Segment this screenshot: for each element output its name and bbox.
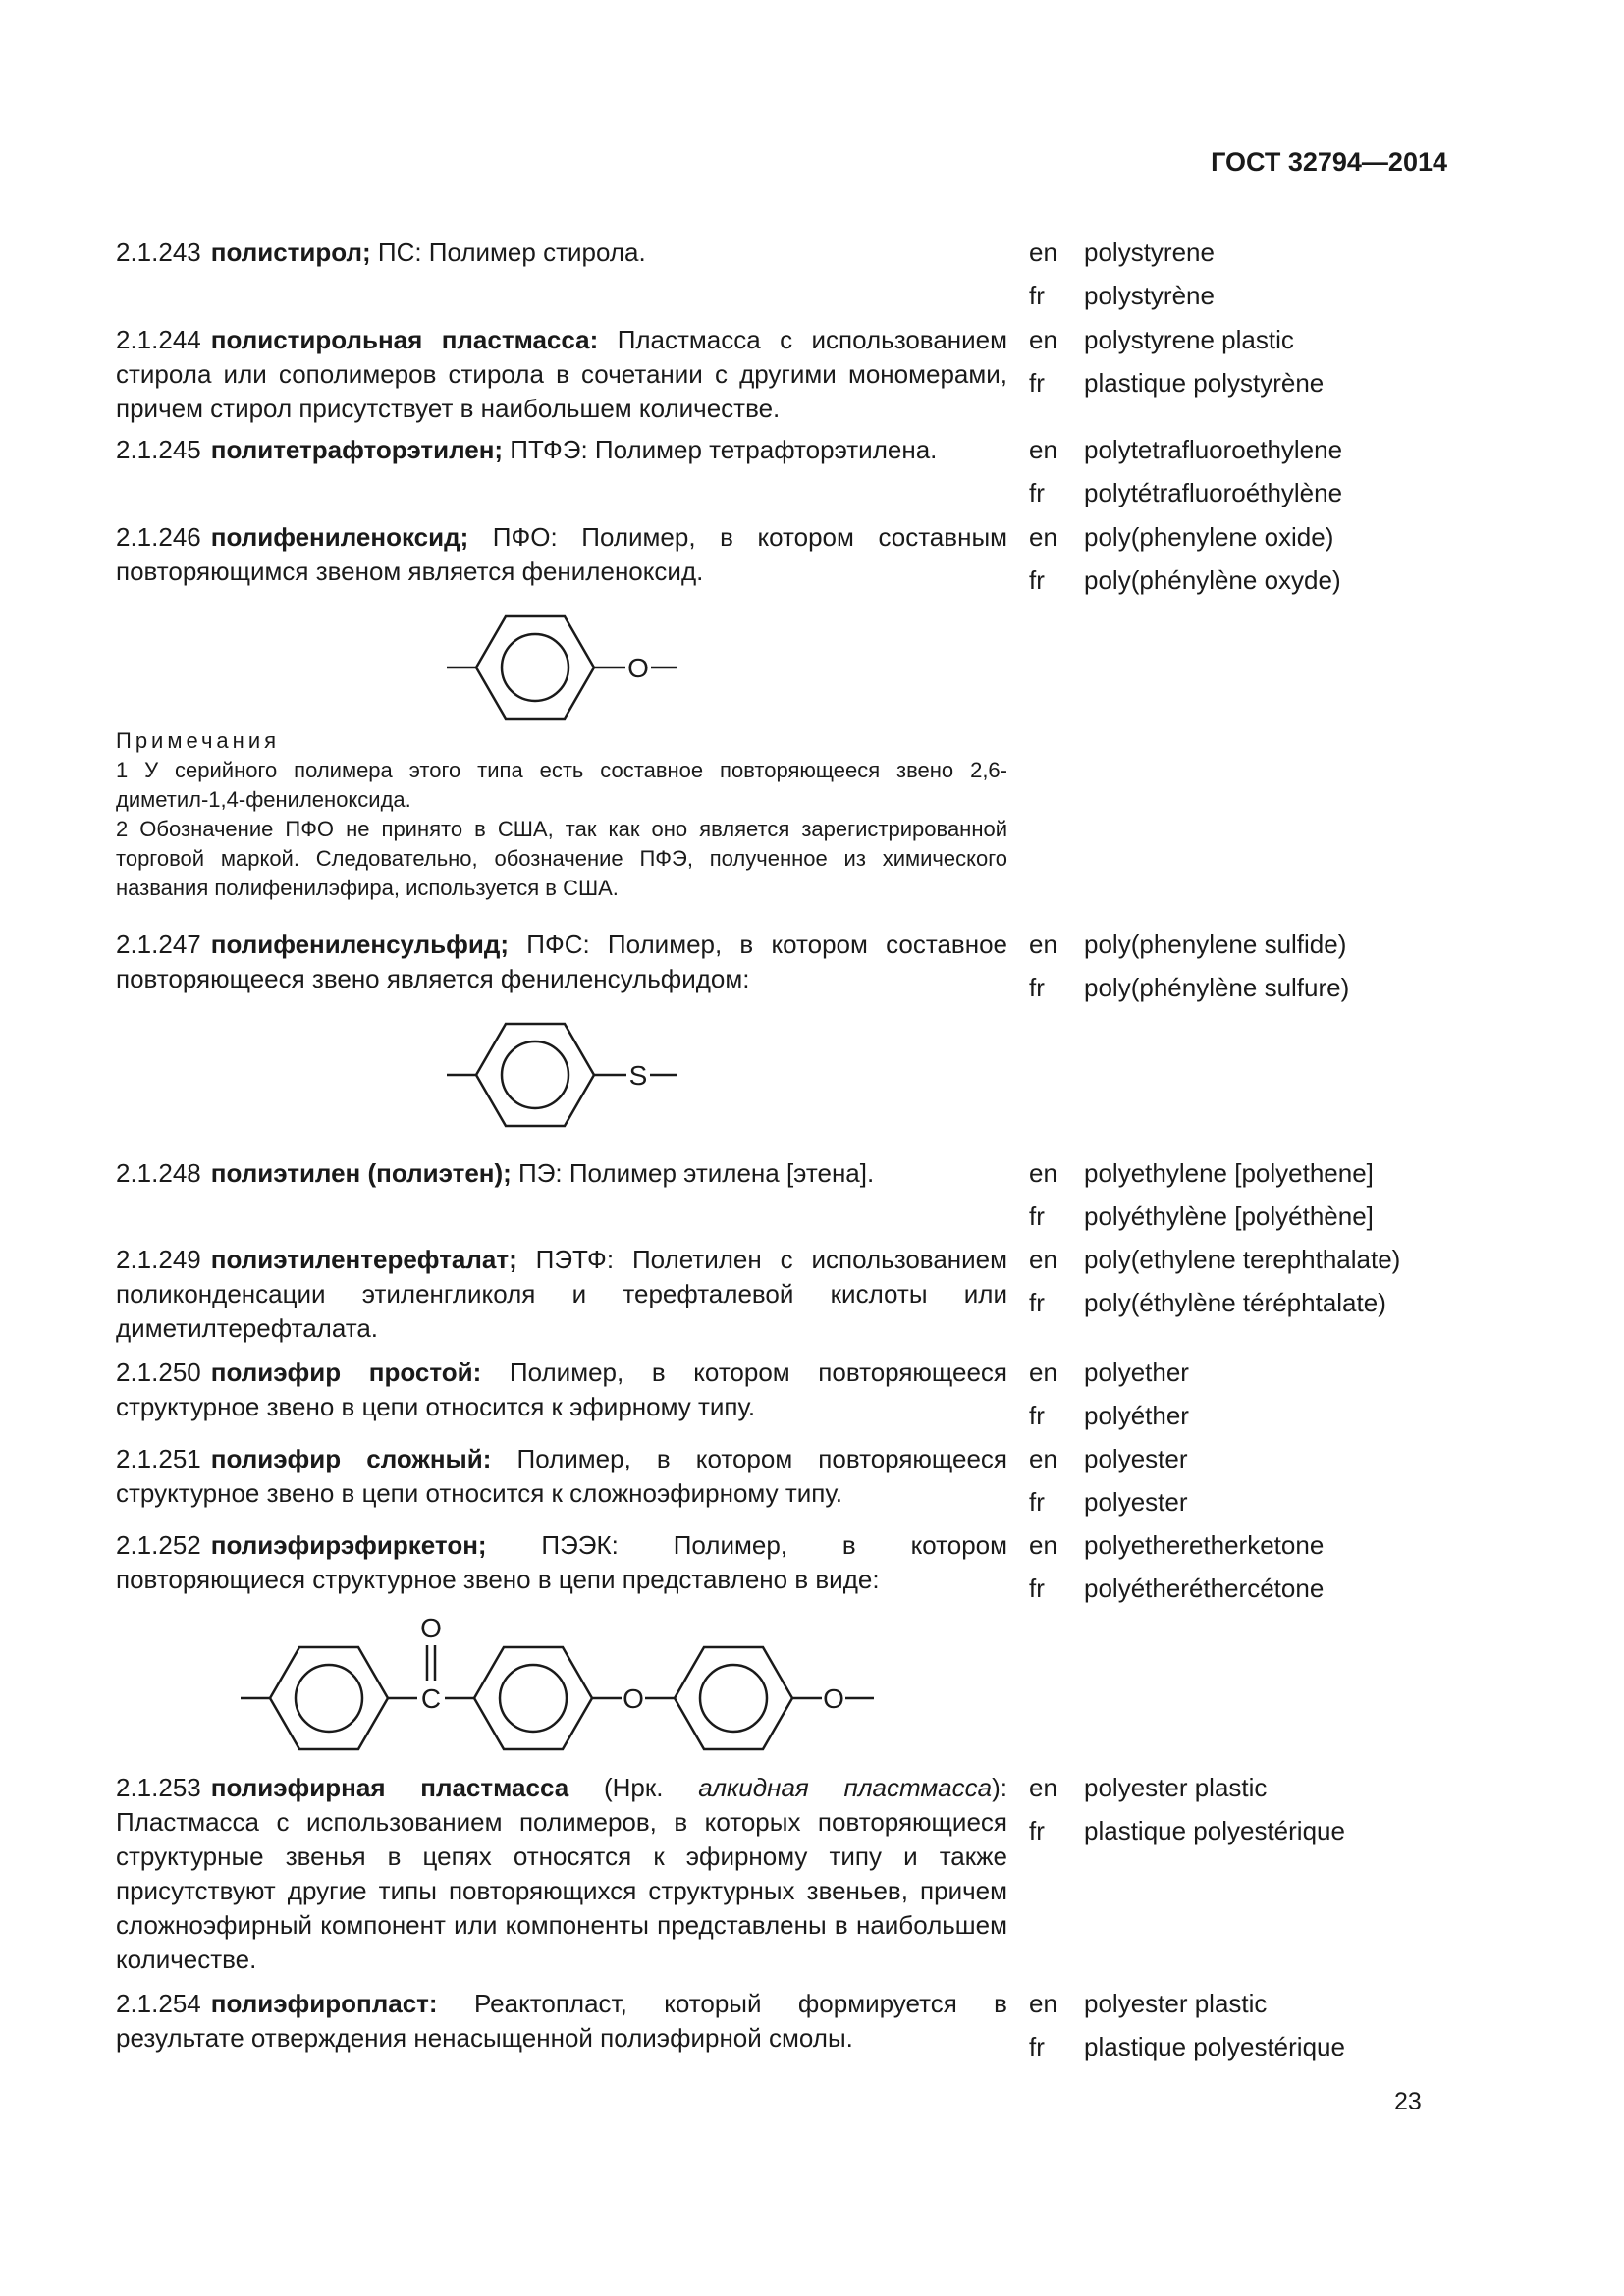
lang-fr: fr (1029, 1288, 1045, 1317)
translation-en: polyethylene [polyethene] (1084, 1158, 1374, 1188)
term-name: политетрафторэтилен; (210, 435, 504, 464)
term-name: полиэфир простой: (210, 1358, 482, 1387)
term-definition: 2.1.252 полиэфирэфиркетон; ПЭЭК: Полимер, в котором повторяющиеся структурное звено в цепи представлено в виде: (116, 1530, 1007, 1594)
ketone-oxygen-atom: O (420, 1613, 442, 1643)
lang-en: en (1029, 1158, 1057, 1188)
term-translations (1029, 1442, 1481, 1528)
translation-fr: plastique polystyrène (1084, 368, 1325, 398)
translation-en: polystyrene (1084, 238, 1215, 267)
translation-en: poly(ethylene terephthalate) (1084, 1245, 1401, 1274)
lang-en: en (1029, 325, 1057, 354)
term-definition: 2.1.250 полиэфир простой: Полимер, в котором повторяющееся структурное звено в цепи относится к эфирному типу. (116, 1358, 1008, 1421)
notes-block (116, 726, 1007, 903)
translation-fr: poly(phénylène oxyde) (1084, 565, 1341, 595)
translation-en: polytetrafluoroethylene (1084, 435, 1343, 464)
note-item-1: 1 У серийного полимера этого типа есть составное повторяющееся звено 2,6-диметил-1,4-фениленоксида. (116, 758, 1007, 812)
translation-en: polyester plastic (1084, 1773, 1268, 1802)
page-number: 23 (1394, 2088, 1422, 2115)
lang-fr: fr (1029, 565, 1045, 595)
ether-oxygen-atom-1: O (623, 1683, 644, 1714)
pps-formula-svg (432, 1011, 687, 1139)
translation-fr: polystyrène (1084, 281, 1215, 310)
translation-en: polyester plastic (1084, 1989, 1268, 2018)
peek-formula-svg (231, 1610, 898, 1757)
deprecated-term: алкидная пластмасса (698, 1773, 993, 1802)
lang-en: en (1029, 930, 1057, 959)
term-name: полиэтилен (полиэтен); (210, 1158, 512, 1188)
term-translations (1029, 1987, 1481, 2073)
lang-fr: fr (1029, 478, 1045, 507)
lang-fr: fr (1029, 368, 1045, 398)
translation-fr: polyéthylène [polyéthène] (1084, 1201, 1374, 1231)
term-translations (1029, 1356, 1481, 1442)
term-name: полиэфир сложный: (210, 1444, 492, 1473)
translation-en: polyester (1084, 1444, 1188, 1473)
pps-structural-formula (432, 1011, 687, 1139)
lang-fr: fr (1029, 1816, 1045, 1845)
translation-en: polyether (1084, 1358, 1189, 1387)
term-translations (1029, 1771, 1481, 1857)
lang-en: en (1029, 238, 1057, 267)
ketone-carbon-atom: C (420, 1683, 442, 1714)
term-name: полифениленсульфид; (210, 930, 510, 959)
ether-oxygen-atom-2: O (823, 1683, 844, 1714)
lang-en: en (1029, 1358, 1057, 1387)
note-item-2: 2 Обозначение ПФО не принято в США, так как оно является зарегистрированной торговой маркой. Следовательно, обозначение ПФЭ, полученное из химического названия полифенилэфира, используется в США. (116, 817, 1007, 900)
lang-en: en (1029, 522, 1057, 552)
lang-fr: fr (1029, 2032, 1045, 2061)
translation-fr: poly(éthylène téréphtalate) (1084, 1288, 1386, 1317)
term-definition: 2.1.245 политетрафторэтилен; ПТФЭ: Полимер тетрафторэтилена. (116, 435, 938, 464)
term-name: полиэфирэфиркетон; (210, 1530, 487, 1560)
term-translations (1029, 323, 1481, 409)
term-definition: 2.1.249 полиэтилентерефталат; ПЭТФ: Полетилен с использованием поликонденсации этиленгликоля и терефталевой кислоты или диметилтерефталата. (116, 1245, 1007, 1343)
lang-en: en (1029, 1530, 1057, 1560)
translation-fr: polyester (1084, 1487, 1188, 1517)
translation-fr: plastique polyestérique (1084, 2032, 1345, 2061)
translation-fr: poly(phénylène sulfure) (1084, 973, 1350, 1002)
term-definition: 2.1.246 полифениленоксид; ПФО: Полимер, в котором составным повторяющимся звеном является фениленоксид. (116, 522, 1007, 586)
translation-fr: polytétrafluoroéthylène (1084, 478, 1343, 507)
lang-fr: fr (1029, 1487, 1045, 1517)
term-translations (1029, 433, 1481, 519)
lang-fr: fr (1029, 281, 1045, 310)
lang-fr: fr (1029, 973, 1045, 1002)
lang-en: en (1029, 1245, 1057, 1274)
sulfur-atom: S (628, 1060, 648, 1091)
translation-fr: plastique polyestérique (1084, 1816, 1345, 1845)
translation-en: poly(phenylene oxide) (1084, 522, 1334, 552)
term-definition: 2.1.253 полиэфирная пластмасса (Нрк. алкидная пластмасса): Пластмасса с использованием полимеров, в которых повторяющиеся структурные звенья в цепях относятся к эфирному типу и также присутствуют другие типы повторяющихся структурных звеньев, причем сложноэфирный компонент или компоненты представлены в наибольшем количестве. (116, 1773, 1007, 1974)
term-definition: 2.1.244 полистирольная пластмасса: Пластмасса с использованием стирола или сополимеров стирола в сочетании с другими мономерами, причем стирол присутствует в наибольшем количестве. (116, 325, 1007, 423)
ppo-structural-formula (432, 599, 687, 726)
lang-en: en (1029, 1773, 1057, 1802)
lang-en: en (1029, 1989, 1057, 2018)
translation-en: poly(phenylene sulfide) (1084, 930, 1347, 959)
term-translations (1029, 928, 1481, 1014)
term-definition: 2.1.254 полиэфиропласт: Реактопласт, который формируется в результате отверждения ненасыщенной полиэфирной смолы. (116, 1989, 1007, 2053)
lang-en: en (1029, 435, 1057, 464)
lang-fr: fr (1029, 1574, 1045, 1603)
term-translations (1029, 1528, 1481, 1615)
term-definition: 2.1.243 полистирол; ПС: Полимер стирола. (116, 238, 646, 267)
term-translations (1029, 1156, 1481, 1243)
translation-en: polystyrene plastic (1084, 325, 1294, 354)
term-name: полифениленоксид; (210, 522, 469, 552)
translation-fr: polyéther (1084, 1401, 1189, 1430)
term-definition: 2.1.247 полифениленсульфид; ПФС: Полимер, в котором составное повторяющееся звено является фениленсульфидом: (116, 930, 1007, 993)
term-name: полистирол; (210, 238, 371, 267)
term-name: полиэфирная пластмасса (210, 1773, 569, 1802)
translation-fr: polyétheréthercétone (1084, 1574, 1325, 1603)
lang-en: en (1029, 1444, 1057, 1473)
term-name: полиэфиропласт: (210, 1989, 438, 2018)
term-translations (1029, 236, 1481, 322)
term-translations (1029, 520, 1481, 607)
peek-structural-formula (231, 1610, 898, 1757)
lang-fr: fr (1029, 1401, 1045, 1430)
term-definition: 2.1.248 полиэтилен (полиэтен); ПЭ: Полимер этилена [этена]. (116, 1158, 875, 1188)
lang-fr: fr (1029, 1201, 1045, 1231)
term-name: полиэтилентерефталат; (210, 1245, 517, 1274)
ppo-formula-svg (432, 599, 687, 726)
notes-title: Примечания (116, 728, 281, 753)
term-translations (1029, 1243, 1481, 1329)
oxygen-atom: O (627, 653, 649, 683)
term-name: полистирольная пластмасса: (210, 325, 599, 354)
document-header: ГОСТ 32794—2014 (1211, 147, 1447, 177)
term-definition: 2.1.251 полиэфир сложный: Полимер, в котором повторяющееся структурное звено в цепи относится к сложноэфирному типу. (116, 1444, 1008, 1508)
translation-en: polyetheretherketone (1084, 1530, 1325, 1560)
